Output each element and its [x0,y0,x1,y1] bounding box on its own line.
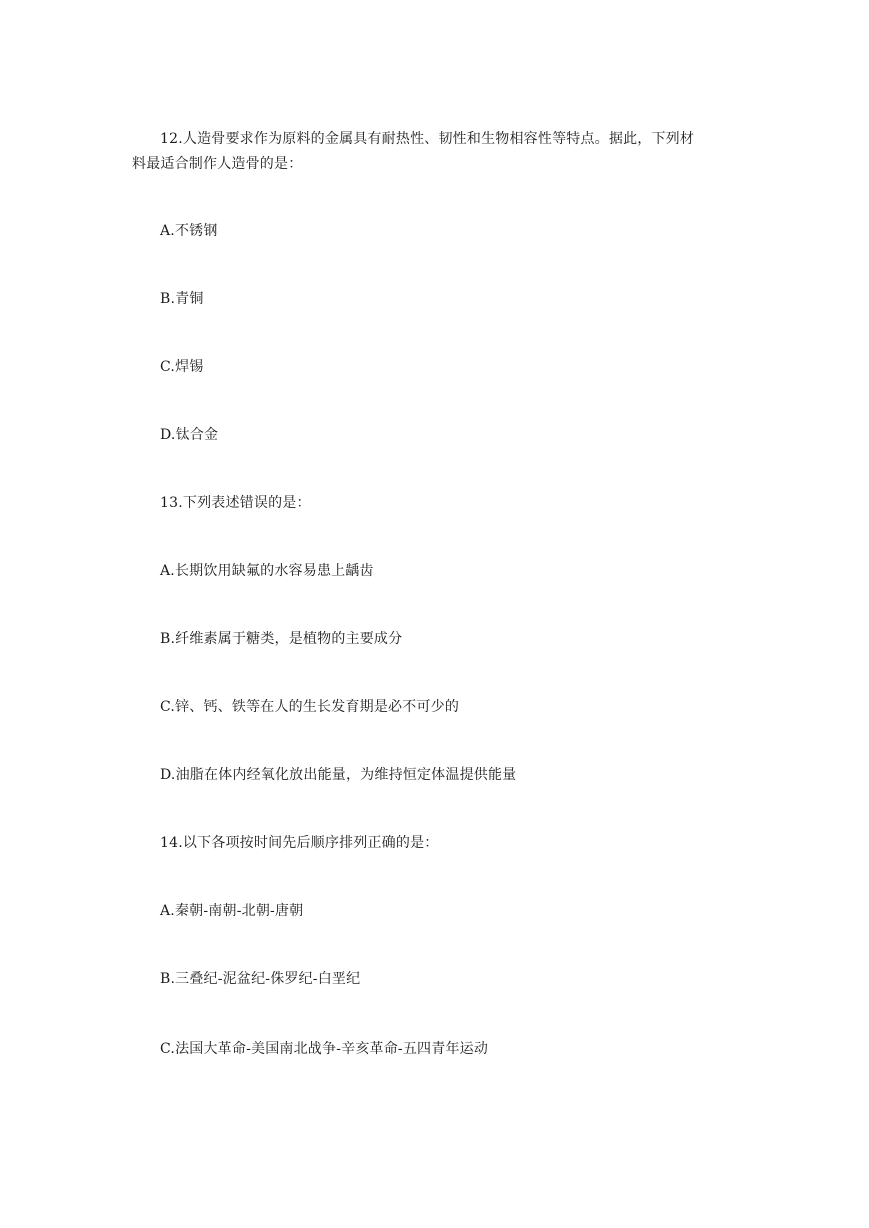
question-14-option-c: C.法国大革命-美国南北战争-辛亥革命-五四青年运动 [160,1041,489,1057]
question-13-option-c: C.锌、钙、铁等在人的生长发育期是必不可少的 [160,699,460,715]
question-13-option-b: B.纤维素属于糖类，是植物的主要成分 [160,631,403,647]
question-12-option-b: B.青铜 [160,291,204,307]
question-14-stem: 14.以下各项按时间先后顺序排列正确的是： [160,835,439,851]
question-13-option-d: D.油脂在体内经氧化放出能量，为维持恒定体温提供能量 [160,767,517,783]
question-14-option-b: B.三叠纪-泥盆纪-侏罗纪-白垩纪 [160,971,361,987]
question-12-stem-line2: 料最适合制作人造骨的是： [132,156,303,172]
question-13-option-a: A.长期饮用缺氟的水容易患上龋齿 [160,563,374,579]
question-12-option-d: D.钛合金 [160,427,219,443]
question-12-option-c: C.焊锡 [160,359,204,375]
question-13-stem: 13.下列表述错误的是： [160,495,311,511]
question-14-option-a: A.秦朝-南朝-北朝-唐朝 [160,903,304,919]
question-12-stem-line1: 12.人造骨要求作为原料的金属具有耐热性、韧性和生物相容性等特点。据此，下列材 [160,131,695,147]
question-12-option-a: A.不锈钢 [160,223,218,239]
